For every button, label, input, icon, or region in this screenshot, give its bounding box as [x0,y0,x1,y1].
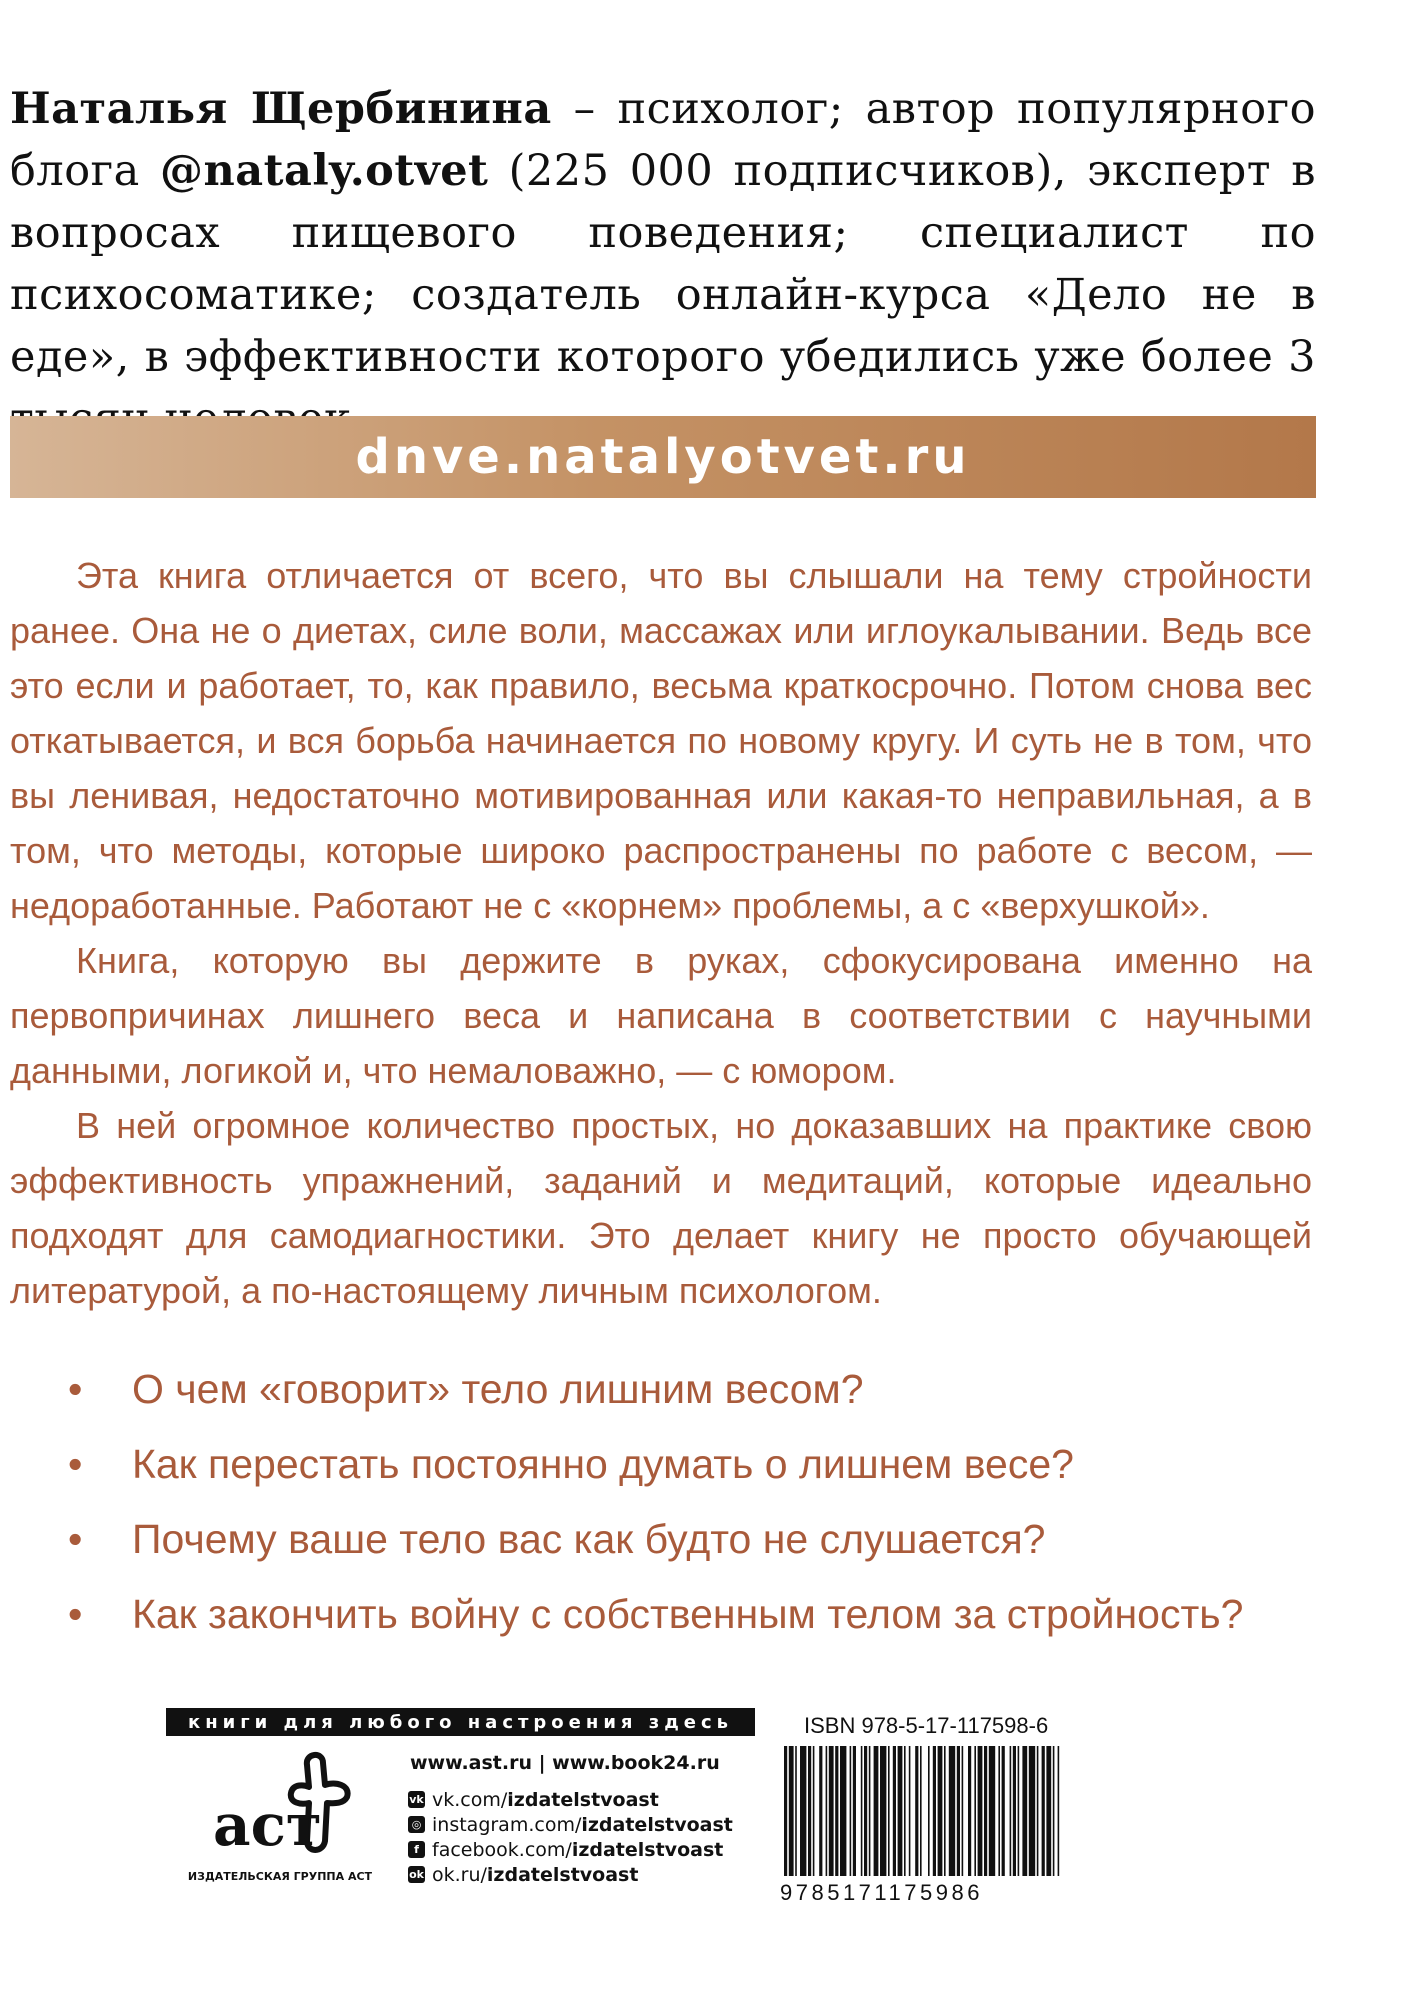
list-item [68,1432,1318,1507]
url-banner [10,416,1316,498]
logo-text: аст [213,1791,322,1859]
author-name: Наталья Щербинина [10,84,552,134]
question-text: О чем «говорит» тело лишним весом? [132,1366,864,1412]
list-item [68,1357,1318,1432]
question-text: Как закончить войну с собственным телом за стройность? [132,1591,1244,1637]
social-handle: izdatelstvoast [507,1788,659,1811]
bio-dash: – [551,84,618,134]
vk-icon: vk [409,1793,424,1806]
instagram-icon: ◎ [408,1816,425,1833]
tagline-text: книги для любого настроения здесь [187,1711,734,1733]
social-handle: izdatelstvoast [571,1838,724,1861]
bullet: • [68,1516,83,1562]
barcode-digits: 9785171175986 [780,1880,983,1905]
blog-handle: @nataly.otvet [159,146,489,196]
bullet: • [68,1366,83,1412]
barcode-icon [780,1746,1067,1876]
paragraph: Книга, которую вы держите в руках, сфокусирована именно на первопричинах лишнего веса и написана в соответствии с научными данными, логикой и, что немаловажно, — с юмором. [10,940,1312,1091]
bullet: • [68,1441,83,1487]
social-handle: izdatelstvoast [581,1813,733,1836]
footer-tagline [166,1708,755,1736]
publisher-name: ИЗДАТЕЛЬСКАЯ ГРУППА АСТ [187,1870,373,1883]
isbn-text: ISBN 978-5-17-117598-6 [804,1713,1049,1738]
social-prefix: instagram.com/ [432,1813,582,1836]
question-text: Как перестать постоянно думать о лишнем весе? [132,1441,1074,1487]
bio-text-1: психолог; автор популярного блога [10,84,1316,196]
banner-url[interactable]: dnve.natalyotvet.ru [355,429,971,485]
social-prefix: ok.ru/ [432,1863,487,1886]
social-prefix: vk.com/ [432,1788,508,1811]
paragraph: В ней огромное количество простых, но доказавших на практике свою эффективность упражнений, заданий и медитаций, которые идеально подходят для самодиагностики. Это делает книгу не просто обучающей литературой, а по-настоящему личным психологом. [10,1105,1312,1311]
social-handle: izdatelstvoast [486,1863,639,1886]
social-link-instagram[interactable] [408,1812,733,1837]
social-link-ok[interactable] [408,1862,733,1887]
list-item [68,1507,1318,1582]
description [10,548,1312,1318]
social-link-vk[interactable] [408,1787,733,1812]
social-links [408,1787,733,1887]
bullet: • [68,1591,83,1637]
paragraph: Эта книга отличается от всего, что вы слышали на тему стройности ранее. Она не о диетах, силе воли, массажах или иглоукалывании. Ведь все это если и работает, то, как правило, весьма краткосрочно. Потом снова вес откатывается, и вся борьба начинается по новому кругу. И суть не в том, что вы ленивая, недостаточно мотивированная или какая-то неправильная, а в том, что методы, которые широко распространены по работе с весом, — недоработанные. Работают не с «корнем» проблемы, а с «верхушкой». [10,555,1312,926]
social-link-facebook[interactable] [408,1837,733,1862]
social-prefix: facebook.com/ [432,1838,572,1861]
odnoklassniki-icon: ok [409,1868,424,1881]
facebook-icon: f [408,1841,425,1858]
question-text: Почему ваше тело вас как будто не слушается? [132,1516,1046,1562]
bio-text-2: (225 000 подписчиков), эксперт в вопросах пищевого поведения; специалист по психосоматике; создатель онлайн-курса «Дело не в еде», в эффективности которого убедились уже более 3 [10,146,1316,382]
website-links[interactable]: www.ast.ru | www.book24.ru [410,1752,720,1774]
ast-logo-icon [205,1745,365,1865]
author-bio [10,78,1316,450]
list-item [68,1582,1318,1657]
question-list [68,1357,1318,1657]
